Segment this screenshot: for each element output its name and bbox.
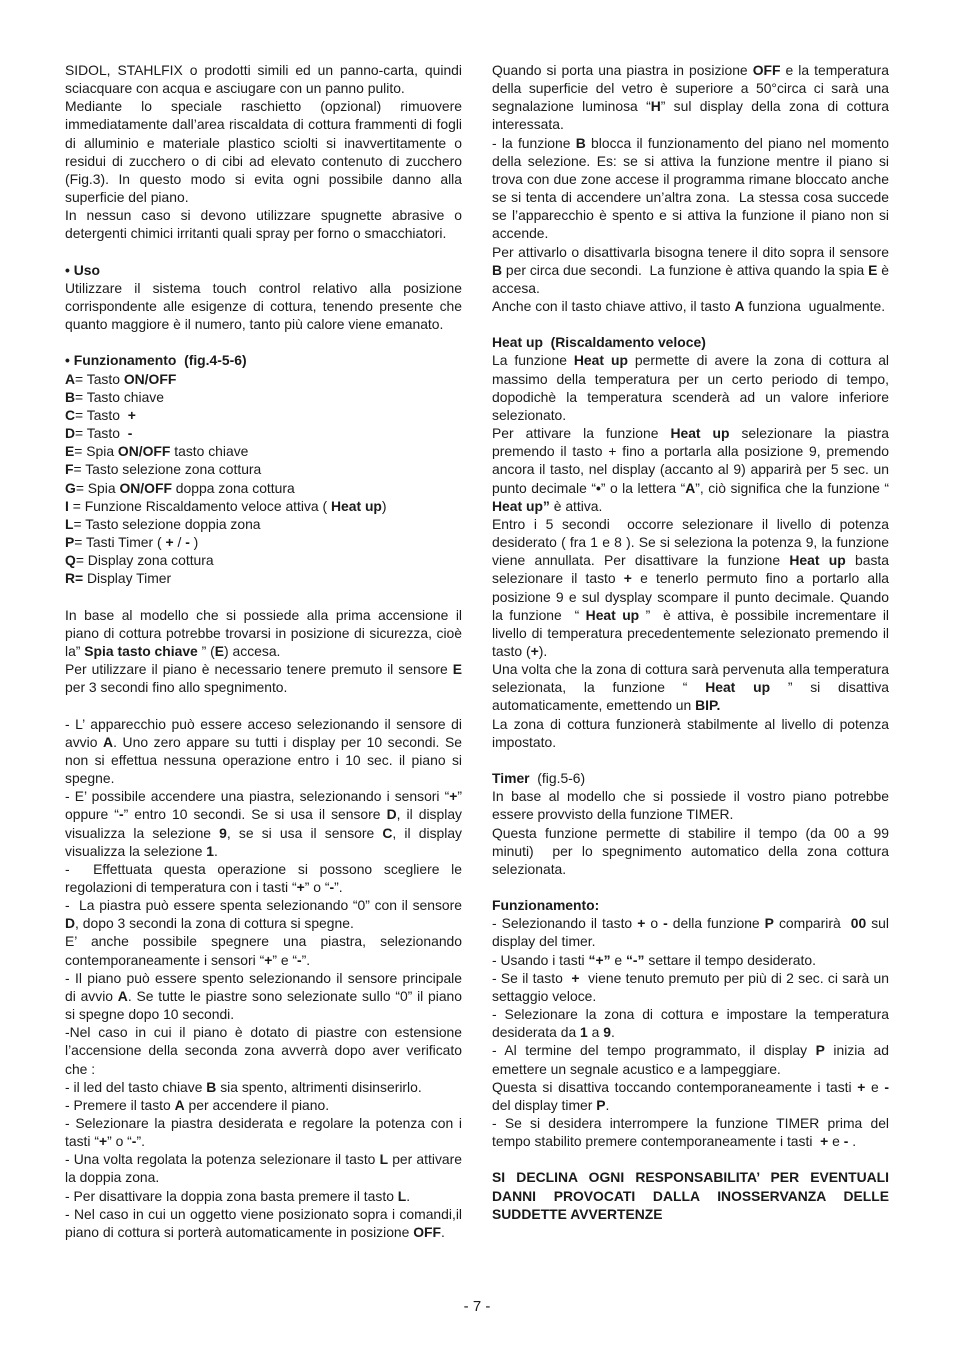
text-run: e	[865, 1078, 885, 1095]
text-run: selezionare la piastra premendo il tasto + fino a portarla alla posizione 9, premendo ancora il tasto, nel display (accanto al 9) apparirà per 5 sec. un punto decimale “	[492, 425, 893, 496]
bold-text: Heat up	[573, 352, 628, 369]
bold-text: “+”	[588, 951, 611, 968]
bold-text: E	[868, 261, 878, 278]
bold-text: L	[65, 515, 74, 532]
paragraph	[492, 243, 893, 297]
text-run: - Per disattivare la doppia zona basta premere il tasto	[65, 1187, 398, 1204]
bold-text: +	[98, 1133, 108, 1150]
paragraph	[492, 61, 893, 134]
bold-text: Heat up	[789, 552, 846, 569]
paragraph	[65, 1078, 462, 1096]
text-run: .	[441, 1223, 445, 1240]
bold-text: H	[650, 98, 661, 115]
text-run: - E’ possibile accendere una piastra, selezionando i sensori “	[65, 788, 450, 805]
paragraph	[492, 896, 889, 914]
text-run: comparirà	[773, 915, 851, 932]
bold-text: BIP.	[695, 697, 721, 714]
bold-text: 00	[850, 915, 867, 932]
bold-text: -	[884, 1078, 889, 1095]
bold-text: B	[65, 388, 76, 405]
bold-text: 9	[219, 824, 227, 841]
text-run: Entro i 5 secondi occorre selezionare il livello di potenza desiderato ( fra 1 e 8 ). Se si seleziona la potenza 9, la funzione viene annullata. Per disattivare la funzione	[492, 515, 893, 569]
text-run: = Spia	[74, 443, 118, 460]
text-run: - Effettuata questa operazione si possono scegliere le regolazioni di temperatura con i tasti “	[65, 860, 466, 895]
bold-text: OFF	[752, 62, 781, 78]
text-run: ) accesa.	[224, 642, 281, 659]
text-run: Quando si porta una piastra in posizione	[492, 62, 753, 78]
text-run: ”.	[334, 878, 343, 895]
bold-text: +	[127, 406, 136, 423]
bold-text: “-”	[625, 951, 645, 968]
bold-text: L	[397, 1187, 407, 1204]
text-run: della funzione	[667, 915, 765, 932]
text-run: -Nel caso in cui il piano è dotato di piastre con estensione l’accensione della seconda zona avverrà dopo aver verificato che :	[65, 1024, 466, 1077]
paragraph	[65, 479, 462, 497]
text-run: ” entro 10 secondi. Se si usa il sensore	[123, 806, 387, 823]
text-run: e	[828, 1133, 844, 1150]
text-run: per circa due secondi. La funzione è attiva quando la spia	[502, 261, 869, 278]
text-run: = Tasto chiave	[75, 388, 164, 405]
paragraph	[65, 715, 466, 788]
text-run: Display Timer	[83, 570, 172, 587]
text-run: per 3 secondi fino allo spegnimento.	[65, 661, 470, 696]
bold-text: L	[379, 1151, 389, 1168]
bold-text: E	[65, 443, 75, 460]
text-run: - Il piano può essere spento selezionando il sensore principale di avvio	[65, 969, 466, 1004]
bold-text: D	[65, 425, 76, 442]
paragraph	[65, 896, 466, 932]
bold-text: E	[214, 642, 225, 659]
bold-text: -	[663, 915, 668, 932]
text-run: inizia ad emettere un segnale acustico e a lampeggiare.	[492, 1042, 893, 1077]
text-run: = Tasto	[75, 370, 124, 387]
bold-text: +	[623, 570, 632, 587]
bold-text: I	[65, 497, 69, 514]
text-run: In base al modello che si possiede alla prima accensione il piano di cottura potrebbe trovarsi in posizione di sicurezza, cioè la”	[65, 606, 466, 659]
text-run: - Selezionare la zona di cottura e impostare la temperatura desiderata da	[492, 1006, 893, 1041]
text-run: = Tasto	[75, 425, 128, 442]
text-run: - La piastra può essere spenta selezionando “0” con il sensore	[65, 897, 466, 914]
paragraph-gap	[65, 696, 462, 714]
text-run: ” oppure “	[65, 788, 466, 823]
bold-text: P	[764, 915, 774, 932]
bold-text: P	[815, 1042, 825, 1059]
bold-text: Heat up	[670, 425, 730, 442]
bold-text: 1	[206, 842, 215, 859]
text-run: - la funzione	[492, 134, 576, 151]
text-run: permette di avere la zona di cottura al massimo della temperatura per un certo periodo di tempo, dopodichè la temperatura scenderà ad un valore inferiore selezionato.	[492, 352, 893, 423]
text-run: = Funzione Riscaldamento veloce attiva (	[68, 497, 331, 514]
paragraph	[65, 932, 470, 968]
text-run: ” si disattiva automaticamente, emettendo un	[492, 679, 893, 714]
bold-text: E	[452, 661, 462, 678]
text-run: a	[587, 1024, 604, 1041]
text-run: ” sul display della zona di cottura interessata.	[492, 98, 893, 133]
paragraph	[65, 497, 462, 515]
paragraph	[65, 969, 466, 1023]
bold-text: • Uso	[65, 261, 100, 278]
paragraph	[65, 424, 462, 442]
bold-text: 1	[580, 1024, 588, 1041]
text-run: sul display del timer.	[492, 915, 893, 950]
text-run: (fig.5-6)	[529, 770, 586, 787]
text-run: Per attivarlo o disattivarla bisogna tenere il dito sopra il sensore	[492, 243, 893, 260]
bold-text: +	[165, 534, 174, 551]
text-run: basta selezionare il tasto	[492, 552, 893, 587]
text-run: .	[214, 842, 218, 859]
paragraph	[65, 1023, 466, 1077]
text-run: funziona ugualmente.	[744, 298, 886, 315]
text-run: ” o la lettera “	[600, 479, 686, 496]
text-run: viene tenuto premuto per più di 2 sec. ci sarà un settaggio veloce.	[492, 969, 893, 1004]
paragraph	[65, 97, 466, 206]
text-run: e la temperatura della superficie del vetro è superiore a 50°circa ci sarà una segnalazione luminosa “	[492, 62, 893, 115]
paragraph-gap	[492, 1150, 889, 1168]
left-column	[65, 61, 470, 1241]
paragraph	[492, 515, 893, 660]
text-run: ”.	[136, 1133, 145, 1150]
paragraph-gap	[65, 243, 462, 261]
paragraph	[65, 460, 462, 478]
paragraph-gap	[492, 751, 889, 769]
paragraph	[65, 1114, 466, 1150]
paragraph	[492, 297, 889, 315]
text-run: o	[645, 915, 664, 932]
paragraph	[65, 787, 466, 860]
page-number: - 7 -	[463, 1298, 491, 1315]
bold-text: +	[530, 642, 539, 659]
text-run: .	[605, 1096, 610, 1113]
bold-text: G	[65, 479, 76, 496]
paragraph	[65, 206, 466, 242]
paragraph	[492, 1041, 893, 1077]
text-run: - Usando i tasti	[492, 951, 589, 968]
text-run: .	[610, 1024, 615, 1041]
paragraph	[65, 551, 462, 569]
text-run: ”.	[301, 951, 311, 968]
bold-text: -	[329, 878, 335, 895]
paragraph-gap	[65, 333, 462, 351]
paragraph	[65, 1150, 466, 1186]
paragraph	[492, 969, 893, 1005]
bold-text: -	[843, 1133, 849, 1150]
bold-text: B	[575, 134, 586, 151]
bold-text: +	[571, 969, 580, 986]
text-run: - Selezionare la piastra desiderata e regolare la potenza con i tasti “	[65, 1115, 466, 1150]
text-run: In base al modello che si possiede il vostro piano potrebbe essere provvisto della funzione TIMER.	[492, 788, 893, 823]
text-run: .	[406, 1187, 411, 1204]
paragraph	[65, 279, 466, 333]
bold-text: +	[637, 915, 646, 932]
text-run: Utilizzare il sistema touch control relativo alla posizione corrispondente alle esigenze di cottura, tenendo presente che quanto maggiore è il numero, tanto più calore viene emanato.	[65, 279, 466, 333]
text-run: E’ anche possibile spegnere una piastra, selezionando contemporaneamente i sensori “	[65, 933, 470, 968]
text-run: - Se si desidera interrompere la funzione TIMER prima del tempo stabilito premere contemporaneamente i tasti	[492, 1115, 893, 1150]
text-run: ).	[538, 642, 548, 659]
paragraph	[492, 424, 893, 515]
text-run: Questa funzione permette di stabilire il tempo (da 00 a 99 minuti) per lo spegnimento automatico della zona cottura selezionata.	[492, 824, 893, 877]
text-run: Una volta che la zona di cottura sarà pervenuta alla temperatura selezionata, la funzione “	[492, 661, 893, 696]
text-run: = Tasto selezione doppia zona	[73, 515, 261, 532]
paragraph	[492, 134, 893, 243]
text-run: - Premere il tasto	[65, 1096, 175, 1113]
bold-text: Q	[65, 552, 76, 569]
paragraph	[492, 787, 893, 823]
text-run: ” o “	[304, 878, 330, 895]
text-run: è accesa.	[492, 261, 893, 296]
paragraph	[65, 351, 462, 369]
text-run: ” e “	[272, 951, 298, 968]
paragraph	[65, 860, 466, 896]
paragraph	[492, 914, 893, 950]
bold-text: +	[264, 951, 273, 968]
text-run: - Se il tasto	[492, 969, 572, 986]
bold-text: C	[382, 824, 393, 841]
paragraph	[492, 824, 893, 878]
paragraph	[65, 660, 470, 696]
bold-text: +	[296, 878, 305, 895]
paragraph	[492, 715, 893, 751]
text-run: /	[173, 534, 186, 551]
text-run: .	[848, 1133, 857, 1150]
bold-text: B	[206, 1078, 217, 1095]
text-run: ” o “	[107, 1133, 132, 1150]
text-run: settare il tempo desiderato.	[644, 951, 816, 968]
text-run: La zona di cottura funzionerà stabilmente al livello di potenza impostato.	[492, 715, 893, 750]
bold-text: • Funzionamento (fig.4-5-6)	[65, 352, 247, 369]
bold-text: ON/OFF	[123, 370, 177, 387]
paragraph	[65, 261, 462, 279]
bold-text: A	[117, 987, 128, 1004]
bold-text: A	[734, 298, 745, 315]
paragraph-gap	[65, 588, 462, 606]
bold-text: +	[857, 1078, 866, 1095]
text-run: - Selezionando il tasto	[492, 915, 638, 932]
text-run: La funzione	[492, 352, 574, 369]
bold-text: D	[386, 806, 397, 823]
text-run: del display timer	[492, 1078, 893, 1113]
paragraph	[492, 1078, 893, 1114]
text-run: ”, ciò significa che la funzione “	[695, 479, 893, 496]
bold-text: ON/OFF	[119, 479, 172, 496]
text-run: = Spia	[75, 479, 120, 496]
text-run: . Se tutte le piastre sono selezionate sullo “0” il piano si spegne dopo 10 secondi.	[65, 987, 466, 1023]
paragraph	[65, 406, 462, 424]
bold-text: 9	[603, 1024, 611, 1041]
text-run: - il led del tasto chiave	[65, 1078, 207, 1095]
text-run: Per attivare la funzione	[492, 425, 671, 442]
text-run: = Display zona cottura	[75, 552, 214, 569]
text-run: = Tasti Timer (	[74, 534, 166, 551]
text-run: Per utilizzare il piano è necessario tenere premuto il sensore	[65, 661, 453, 678]
bold-text: R=	[65, 570, 84, 587]
paragraph	[65, 533, 462, 551]
text-run: = Tasto selezione zona cottura	[73, 461, 262, 478]
bold-text: A	[685, 479, 696, 496]
bold-text: B	[492, 261, 503, 278]
text-run: blocca il funzionamento del piano nel momento della selezione. Es: se si attiva la funzione mentre il piano si trova con due zone accese il programma rimane bloccato anche se si tenta di accendere un’altra zona. La stessa cosa succede se l’apparecchio è spento e si attiva la funzione il piano non si accende.	[492, 134, 893, 242]
bold-text: Heat up	[585, 606, 640, 623]
paragraph	[65, 61, 466, 97]
text-run: )	[381, 497, 387, 514]
paragraph	[492, 1168, 893, 1222]
text-run: tasto chiave	[170, 443, 249, 460]
paragraph	[65, 1096, 462, 1114]
paragraph	[492, 1114, 893, 1150]
text-run: - Nel caso in cui un oggetto viene posizionato sopra i comandi,il piano di cottura si porterà automaticamente in posizione	[65, 1205, 466, 1240]
bold-text: A	[103, 733, 114, 750]
bold-text: +	[449, 788, 458, 805]
bold-text: +	[820, 1133, 829, 1150]
bold-text: A	[174, 1096, 185, 1113]
text-run: In nessun caso si devono utilizzare spugnette abrasive o detergenti chimici irritanti quali spray per forno o smacchiatori.	[65, 207, 466, 242]
paragraph	[492, 351, 893, 424]
bold-text: -	[118, 806, 124, 823]
bold-text: P	[596, 1096, 606, 1113]
text-run: ” (	[197, 642, 215, 659]
bold-text: A	[65, 370, 76, 387]
bold-text: -	[131, 1133, 137, 1150]
paragraph	[492, 660, 893, 714]
bold-text: Heat up (Riscaldamento veloce)	[492, 334, 706, 351]
text-run: SIDOL, STAHLFIX o prodotti simili ed un panno-carta, quindi sciacquare con acqua e asciugare con un panno pulito.	[65, 62, 466, 97]
text-run: per attivare la doppia zona.	[65, 1151, 466, 1186]
text-run: , il display visualizza la selezione	[65, 824, 466, 859]
text-run: , se si usa il sensore	[226, 824, 383, 841]
text-run: per accendere il piano.	[184, 1096, 330, 1113]
paragraph	[65, 606, 466, 660]
paragraph	[65, 442, 462, 460]
paragraph	[65, 388, 462, 406]
paragraph	[65, 569, 462, 587]
bold-text: Heat up	[330, 497, 382, 514]
bold-text: Heat up	[705, 679, 771, 696]
text-run: è attiva.	[549, 497, 603, 514]
text-run: doppa zona cottura	[171, 479, 295, 496]
paragraph	[65, 1205, 466, 1241]
bold-text: -	[185, 534, 190, 551]
text-run: sia spento, altrimenti disinserirlo.	[216, 1078, 422, 1095]
text-run: Mediante lo speciale raschietto (opzional) rimuovere immediatamente dall’area riscaldata di cottura frammenti di fogli di alluminio e materiale plastico sciolti si inavvertitamente o residui di zucchero o di cibi ad elevato contenuto di zucchero (Fig.3). In questo modo si evita ogni possibile danno alla superficie del piano.	[65, 98, 466, 206]
text-run: e tenerlo permuto fino a portarlo alla posizione 9 e sul dysplay scompare il punto decimale. Quando la funzione “	[492, 570, 893, 623]
text-run: , dopo 3 secondi la zona di cottura si spegne.	[75, 915, 354, 932]
text-run: ” è attiva, è possibile incrementare il livello di temperatura precedentemente selezionato premendo il tasto (	[492, 606, 893, 659]
paragraph-gap	[492, 315, 889, 333]
text-run: e	[610, 951, 626, 968]
bold-text: Heat up”	[492, 497, 550, 514]
bold-text: ON/OFF	[117, 443, 171, 460]
paragraph-gap	[492, 878, 889, 896]
bold-text: -	[297, 951, 302, 968]
paragraph	[65, 515, 462, 533]
paragraph	[492, 1005, 893, 1041]
bold-text: D	[65, 915, 76, 932]
text-run: - L’ apparecchio può essere acceso selezionando il sensore di avvio	[65, 715, 466, 750]
bold-text: •	[595, 479, 601, 496]
bold-text: Timer	[492, 770, 530, 787]
bold-text: C	[65, 406, 76, 423]
paragraph	[492, 951, 889, 969]
paragraph	[65, 370, 462, 388]
right-column	[492, 61, 893, 1223]
bold-text: OFF	[413, 1223, 442, 1240]
bold-text: SI DECLINA OGNI RESPONSABILITA’ PER EVENTUALI DANNI PROVOCATI DALLA INOSSERVANZA DELLE SUDDETTE AVVERTENZE	[492, 1169, 893, 1222]
paragraph	[492, 333, 889, 351]
bold-text: F	[65, 461, 74, 478]
paragraph	[492, 769, 889, 787]
bold-text: Spia tasto chiave	[84, 642, 198, 659]
text-run: . Uno zero appare su tutti i display per 10 secondi. Se non si effettua nessuna operazione entro i 10 sec. il piano si spegne.	[65, 733, 466, 787]
bold-text: Funzionamento:	[492, 897, 600, 914]
bold-text: -	[127, 425, 133, 442]
text-run: - Una volta regolata la potenza selezionare il tasto	[65, 1151, 380, 1168]
text-run: - Al termine del tempo programmato, il display	[492, 1042, 816, 1059]
bold-text: P	[65, 534, 75, 551]
text-run: Anche con il tasto chiave attivo, il tasto	[492, 298, 735, 315]
text-run: )	[189, 534, 199, 551]
text-run: Questa si disattiva toccando contemporaneamente i tasti	[492, 1078, 858, 1095]
text-run: , il display visualizza la selezione	[65, 806, 466, 841]
text-run: = Tasto	[75, 406, 128, 423]
paragraph	[65, 1187, 462, 1205]
